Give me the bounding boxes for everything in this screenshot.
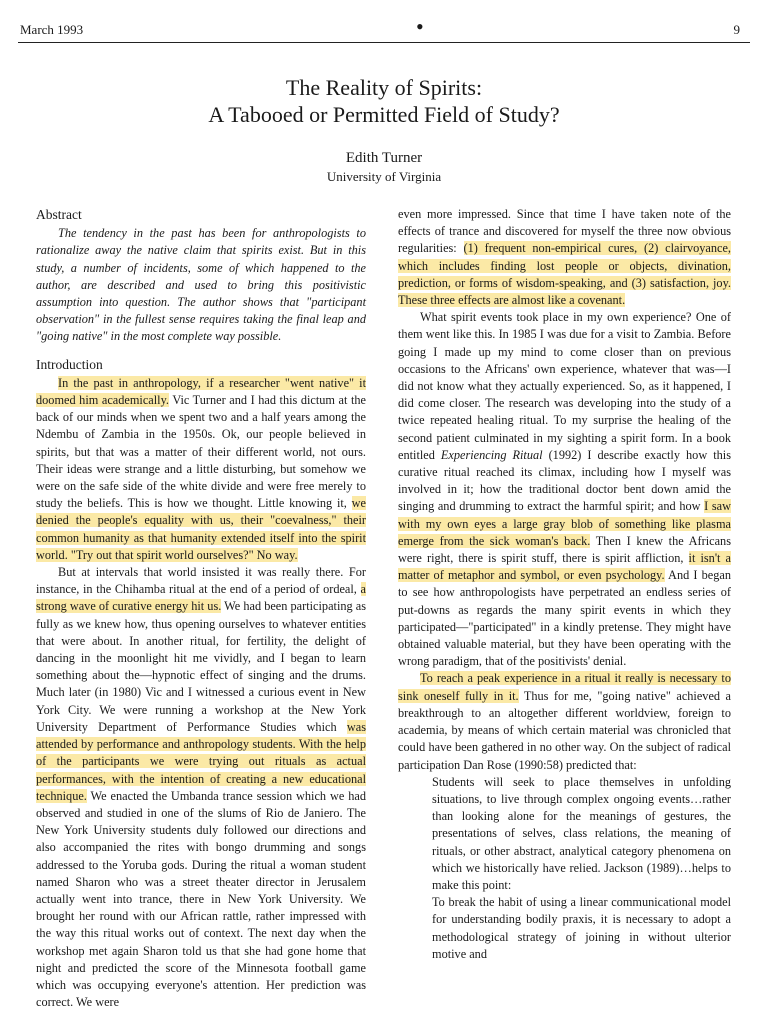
block-quote-2: To break the habit of using a linear communicational model for understanding bodily praxis, it is necessary to adopt a methodological strategy of joining in without ulterior motive and <box>432 895 731 961</box>
right-paragraph-1 <box>398 206 731 309</box>
text-run: What spirit events took place in my own experience? One of them went like this. In 1985 I was due for a visit to Zambia. Before going I made up my mind to come closer than on previous occasions to the Africans' own experience, whatever that was—I did not know what they actually experienced. So, as it happened, I did come closer. The research was developing into the study of a twice repeated healing ritual. To my surprise the healing of the second patient culminated in my sighting a spirit form. In a book entitled <box>398 310 731 462</box>
title-line-1: The Reality of Spirits: <box>285 75 483 100</box>
text-run: We enacted the Umbanda trance session which we had observed and studied in one of the slums of Rio de Janiero. The New York University students duly followed our directions and also accompanied the rites with bongo drumming and songs addressed to the Yoruba gods. During the ritual a woman student named Sharon who was a street theater director in Jerusalem actually went into trance, there in New York University. We brought her round with our African rattle, rather impressed with the way this ritual works out of context. The next day when the workshop met again Sharon told us that she had gone home that night and predicted the score of the Minnesota football game which was occupying everyone's attention. Her prediction was correct. We were <box>36 788 366 1010</box>
text-run: (1992) I describe exactly how this curative ritual reached its climax, including how I myself was involved in it; how the traditional doctor bent down amid the singing and drumming to extract the harmful spirit; and how <box>398 447 731 514</box>
block-quote-1: Students will seek to place themselves in unfolding situations, to live through complex ongoing events…rather than looking alone for the meanings of gestures, the presentations of selves, class relations, the meaning of rituals, or other abstract, analytical category phenomena on which we historically have relied. Jackson (1989)…helps to make this point: <box>432 774 731 892</box>
text-run: even more impressed. Since that time I have taken note of the effects of trance and discovered for myself the three now obvious regularities: <box>398 207 731 256</box>
left-column <box>36 206 366 1011</box>
highlight: I saw with my own eyes a large gray blob of something like plasma emerge from the sick woman's back. <box>398 499 731 548</box>
introduction-heading: Introduction <box>36 356 103 372</box>
text-run: And I began to see how anthropologists have perpetrated an endless series of put-downs as regards the many spirit events in which they participated—"participated" in a kindly pretense. They might have obtained valuable material, but they have been operating with the wrong paradigm, that of the positivists' denial. <box>398 568 731 669</box>
abstract-text: The tendency in the past has been for anthropologists to rationalize away the native claim that spirits exist. But in this study, a number of incidents, some of which happened to the author, are described and used to bring this positivistic assumption into question. The author shows that "participant observation" in the fullest sense requires taking the final leap and "going native" in the most complete way possible. <box>36 226 366 344</box>
title-line-2: A Tabooed or Permitted Field of Study? <box>208 102 560 127</box>
text-run: Thus for me, "going native" achieved a breakthrough to an altogether different worldview, foreign to academia, by means of which certain material was chronicled that could have been gathered in no other way. On the subject of radical participation Dan Rose (1990:58) predicted that: <box>398 688 731 772</box>
issue-date: March 1993 <box>20 22 84 37</box>
author-affiliation: University of Virginia <box>326 169 442 184</box>
highlight: a strong wave of curative energy hit us. <box>36 582 366 614</box>
page-number: 9 <box>733 22 740 37</box>
running-head <box>20 14 740 40</box>
highlight: (1) frequent non-empirical cures, (2) clairvoyance, which includes finding lost people or objects, divination, prediction, or forms of wisdom-speaking, and (3) satisfaction, joy. These three effects are almost like a covenant. <box>398 241 731 308</box>
text-run: But at intervals that world insisted it was really there. For instance, in the Chihamba ritual at the end of a period of ordeal, <box>36 565 366 597</box>
header-bullet: • <box>416 14 424 39</box>
right-paragraph-2 <box>398 309 731 670</box>
intro-paragraph-1 <box>36 375 366 564</box>
article-title <box>0 74 768 128</box>
text-run: Then I knew the Africans were right, there is spirit stuff, there is spirit affliction, <box>398 533 731 566</box>
right-column <box>398 206 731 963</box>
abstract-heading: Abstract <box>36 207 82 222</box>
text-run: We had been participating as fully as we knew how, thus opening ourselves to whatever entities that were about. In another ritual, for fertility, the delight of dancing in the moonlight hit me vividly, and I began to learn something about the—hypnotic effect of singing and the drums. Much later (in 1980) Vic and I witnessed a curious event in New York City. We were running a workshop at the New York University Department of Performance Studies which <box>36 599 366 734</box>
highlight: To reach a peak experience in a ritual it really is necessary to sink oneself fully in it. <box>398 671 731 703</box>
highlight: was attended by performance and anthropology students. With the help of the participants we were trying out rituals as actual performances, with the intention of creating a new educational technique. <box>36 719 366 803</box>
intro-paragraph-2 <box>36 564 366 1011</box>
highlight: In the past in anthropology, if a researcher "went native" it doomed him academically. <box>36 375 366 408</box>
book-title: Experiencing Ritual <box>440 447 543 462</box>
highlight: it isn't a matter of metaphor and symbol, or even psychology. <box>398 551 732 583</box>
right-paragraph-3 <box>398 670 731 773</box>
text-run: Vic Turner and I had this dictum at the back of our minds when we spent two and a half years among the Ndembu of Zambia in the 1950s. Ok, our people believed in spirits, but that was a matter of their different world, not ours. Their ideas were strange and a little disturbing, but somehow we were on the safe side of the white divide and were free merely to study the beliefs. This is how we thought. Little knowing it, <box>36 393 367 511</box>
highlight: we denied the people's equality with us, their "coevalness," their common humanity as that humanity extended itself into the spirit world. "Try out that spirit world ourselves?" No way. <box>36 496 366 562</box>
header-rule <box>18 42 750 43</box>
author-name: Edith Turner <box>345 150 423 166</box>
